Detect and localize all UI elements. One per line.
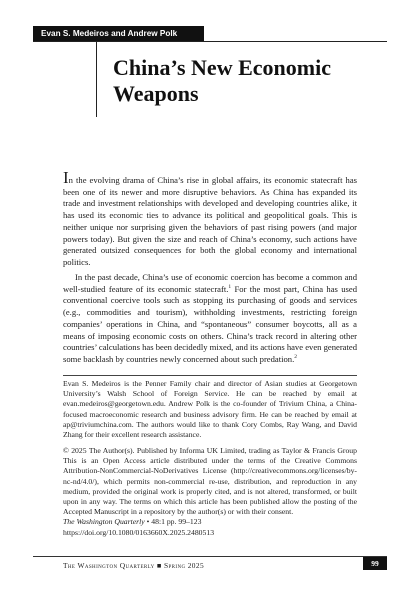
running-head: The Washington Quarterly ■ Spring 2025: [63, 561, 205, 570]
journal-citation: [63, 517, 357, 527]
doi-link[interactable]: https://doi.org/10.1080/0163660X.2025.2480513: [63, 527, 215, 537]
footnote-ref-1[interactable]: 1: [228, 283, 232, 290]
author-names: Evan S. Medeiros and Andrew Polk: [33, 26, 204, 41]
footnote-ref-2[interactable]: 2: [294, 354, 297, 361]
drop-cap: I: [63, 168, 69, 187]
journal-info: • 48:1 pp. 99–123: [144, 517, 202, 527]
author-bio: Evan S. Medeiros is the Penner Family chair and director of Asian studies at Georgetown University’s Walsh School of Foreign Service. He can be reached by email at evan.medeiros@georgetown.edu. Andrew Polk is the co-founder of Trivium China, a China-focused macroeconomic research and business advisory firm. He can be reached by email at ap@triviumchina.com. The authors would like to thank Cory Combs, Ray Wang, and David Zhang for their excellent research assistance.: [63, 379, 357, 440]
paragraph-2: [63, 272, 357, 366]
page-number: 99: [363, 557, 387, 570]
license-notice: [63, 446, 357, 538]
journal-name: The Washington Quarterly: [63, 517, 145, 527]
footer-rule: [33, 556, 387, 557]
notes-rule: [63, 375, 357, 376]
paragraph-2-text-a: In the past decade, China’s use of economic coercion has become a common and well-studied feature of its economic statecraft.: [63, 272, 357, 294]
paragraph-2-text-b: For the most part, China has used conventional coercive tools such as stopping its purchasing of goods and services (e.g., commodities and tourism), withholding investments, restricting foreign companies’ operations in China, and “spontaneous” consumer boycotts, all as a means of imposing economic costs on others. China’s track record in altering other countries’ calculations has been decidedly mixed, and its actions have even generated some backlash by countries newly concerned about such predation.: [63, 283, 357, 364]
article-title: China’s New Economic Weapons: [113, 55, 331, 106]
license-text: © 2025 The Author(s). Published by Informa UK Limited, trading as Taylor & Francis Group This is an Open Access article distributed under the terms of the Creative Commons Attribution-NonCommercial-NoDerivatives License (http://creativecommons.org/licenses/by-nc-nd/4.0/), which permits non-commercial re-use, distribution, and reproduction in any medium, provided the original work is properly cited, and is not altered, transformed, or built upon in any way. The terms on which this article has been published allow the posting of the Accepted Manuscript in a repository by the author(s) or with their consent.: [63, 446, 357, 517]
paragraph-1: [63, 168, 357, 269]
header-rule: [33, 41, 387, 42]
title-side-rule: [96, 41, 97, 117]
paragraph-1-text: n the evolving drama of China’s rise in global affairs, its economic statecraft has been one of its newer and more disruptive behaviors. As China has expanded its trade and investment relationships with developed and developing countries alike, it has used its economic ties to advance its political and geopolitical goals. This is neither unique nor surprising given the behaviors of past rising powers (and major powers today). But given the size and reach of China’s economy, such actions have generated outsized consequences for both the global economy and international politics.: [63, 175, 357, 267]
